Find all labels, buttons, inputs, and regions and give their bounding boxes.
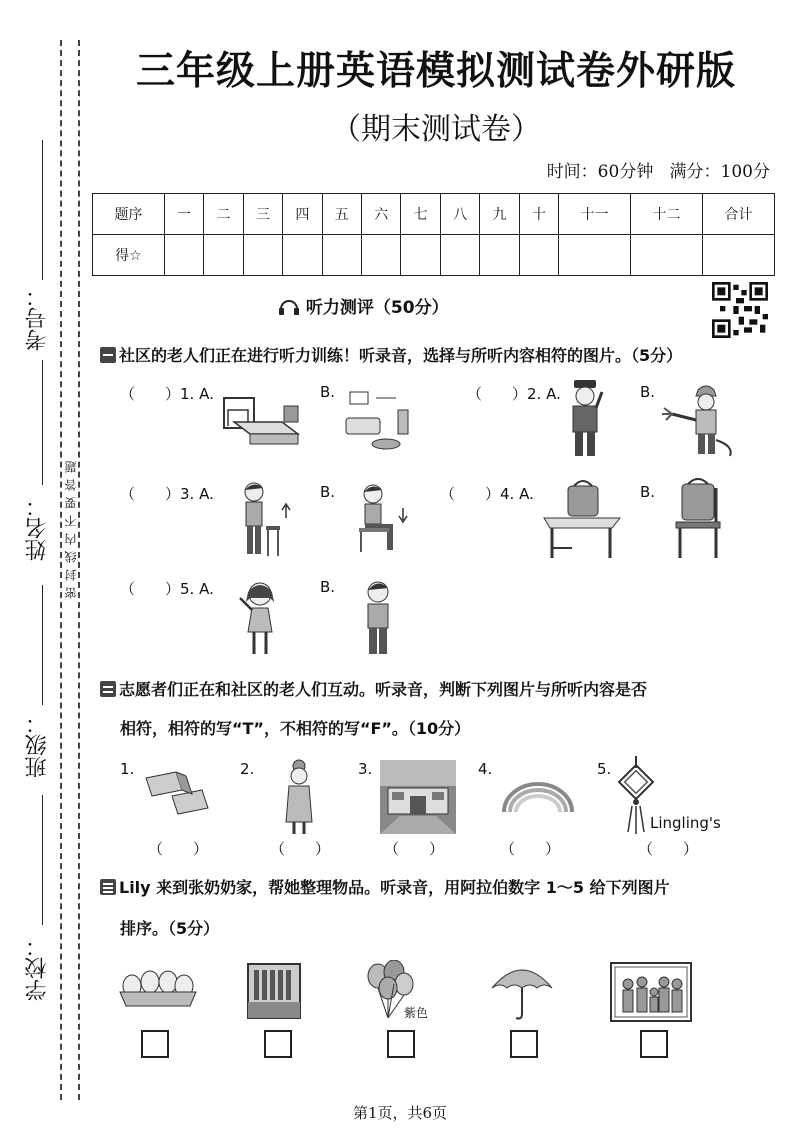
qr-code-icon[interactable] — [712, 282, 768, 338]
q2-item-4-number: 4. — [478, 760, 493, 778]
q3-item-4-answer-box[interactable] — [510, 1030, 538, 1058]
boy-stand-up-icon — [232, 480, 294, 558]
living-room-icon — [340, 388, 420, 452]
q3-title-line-2: 排序。（5分） — [120, 919, 220, 938]
q1-item-5-answer[interactable]: （ ）5. A. — [120, 580, 214, 598]
q2-item-3-answer[interactable]: （ ） — [384, 840, 445, 858]
q1-title-text: 社区的老人们正在进行听力训练！听录音，选择与所听内容相符的图片。（5分） — [119, 346, 683, 365]
school-line — [42, 795, 43, 925]
q1-number-badge — [100, 347, 116, 363]
listening-section-heading — [278, 293, 449, 318]
score-cell: 一 — [164, 194, 203, 235]
score-cell: 十一 — [559, 194, 631, 235]
q2-title-line-2: 相符，相符的写“T”，不相符的写“F”。（10分） — [120, 719, 471, 738]
class-line — [42, 585, 43, 705]
q2-item-5-caption: Lingling's — [650, 814, 721, 832]
q2-item-2-number: 2. — [240, 760, 255, 778]
score-table-header-row — [93, 194, 775, 235]
q1-item-3-answer[interactable]: （ ）3. A. — [120, 485, 214, 503]
q2-title-text-1: 志愿者们正在和社区的老人们互动。听录音，判断下列图片与所听内容是否 — [119, 680, 648, 699]
score-cell: 二 — [204, 194, 243, 235]
score-input-cell[interactable] — [243, 235, 282, 276]
q1-item-1-option-b: B. — [320, 383, 336, 401]
score-table-score-row — [93, 235, 775, 276]
seal-dashed-line-left — [60, 40, 62, 1100]
score-input-cell[interactable] — [283, 235, 322, 276]
grandmother-icon — [282, 758, 316, 836]
q1-item-2-answer[interactable]: （ ）2. A. — [467, 385, 561, 403]
q2-item-1-number: 1. — [120, 760, 135, 778]
score-cell: 八 — [440, 194, 479, 235]
q3-number-badge — [100, 879, 116, 895]
section-title: 听力测评（50分） — [305, 298, 449, 318]
score-row-label: 得☆ — [93, 235, 165, 276]
q1-item-3-option-b: B. — [320, 483, 336, 501]
q3-item-1-answer-box[interactable] — [141, 1030, 169, 1058]
q1-item-4-option-b: B. — [640, 483, 656, 501]
rainbow-icon — [500, 780, 576, 814]
score-cell: 十 — [519, 194, 558, 235]
score-cell: 题序 — [93, 194, 165, 235]
class-label: 班级： — [25, 712, 50, 778]
score-input-cell[interactable] — [519, 235, 558, 276]
page-footer: 第1页，共6页 — [352, 1104, 448, 1122]
q3-item-3-caption: 紫色 — [404, 1006, 429, 1020]
name-line — [42, 360, 43, 485]
girl-waving-icon — [234, 578, 284, 658]
q1-item-1-answer[interactable]: （ ）1. A. — [120, 385, 214, 403]
firefighter-icon — [660, 380, 740, 458]
score-input-cell[interactable] — [362, 235, 401, 276]
q2-item-5-number: 5. — [597, 760, 612, 778]
score-cell: 合计 — [702, 194, 774, 235]
time-limit: 时间：60分钟 — [546, 162, 654, 182]
q2-item-3-number: 3. — [358, 760, 373, 778]
q1-item-4-answer[interactable]: （ ）4. A. — [440, 485, 534, 503]
score-input-cell[interactable] — [631, 235, 703, 276]
score-cell: 四 — [283, 194, 322, 235]
q3-item-2-answer-box[interactable] — [264, 1030, 292, 1058]
score-input-cell[interactable] — [322, 235, 361, 276]
q1-item-2-option-b: B. — [640, 383, 656, 401]
school-label: 学校： — [25, 935, 50, 1001]
score-cell: 三 — [243, 194, 282, 235]
score-input-cell[interactable] — [164, 235, 203, 276]
score-input-cell[interactable] — [559, 235, 631, 276]
umbrella-icon — [490, 962, 554, 1022]
q1-item-5-option-b: B. — [320, 578, 336, 596]
boy-sit-down-icon — [355, 482, 417, 554]
exam-meta — [430, 157, 770, 182]
seal-line-text: 密封线内不要答题 — [64, 455, 78, 599]
score-cell: 十二 — [631, 194, 703, 235]
seal-dashed-line-right — [78, 40, 80, 1100]
score-input-cell[interactable] — [440, 235, 479, 276]
score-cell: 九 — [480, 194, 519, 235]
bedroom-icon — [222, 392, 304, 452]
score-input-cell[interactable] — [702, 235, 774, 276]
score-input-cell[interactable] — [480, 235, 519, 276]
family-photo-icon — [610, 962, 692, 1022]
erasers-icon — [142, 766, 218, 818]
exam-title: 三年级上册英语模拟测试卷外研版 — [135, 48, 736, 94]
crayons-icon — [246, 962, 302, 1020]
q2-item-4-answer[interactable]: （ ） — [500, 840, 561, 858]
bag-on-chair-icon — [670, 478, 728, 560]
exam-number-line — [42, 140, 43, 280]
school-icon — [380, 760, 456, 834]
q2-title-line-1 — [100, 677, 647, 700]
score-table — [92, 193, 775, 276]
name-label: 姓名： — [25, 495, 50, 561]
boy-standing-icon — [360, 578, 396, 658]
score-cell: 五 — [322, 194, 361, 235]
score-cell: 六 — [362, 194, 401, 235]
bag-on-desk-icon — [542, 478, 622, 560]
q1-title — [100, 343, 682, 366]
police-officer-icon — [562, 378, 608, 460]
exam-subtitle: （期末测试卷） — [331, 112, 541, 147]
eggs-icon — [118, 968, 198, 1008]
full-score: 满分：100分 — [669, 162, 770, 182]
q3-title-text-1: Lily 来到张奶奶家，帮她整理物品。听录音，用阿拉伯数字 1～5 给下列图片 — [119, 878, 670, 897]
q3-item-3-answer-box[interactable] — [387, 1030, 415, 1058]
score-input-cell[interactable] — [204, 235, 243, 276]
q2-item-2-answer[interactable]: （ ） — [270, 840, 331, 858]
q3-item-5-answer-box[interactable] — [640, 1030, 668, 1058]
score-cell: 七 — [401, 194, 440, 235]
exam-number-label: 考号： — [25, 285, 50, 351]
q2-item-5-answer[interactable]: （ ） — [638, 840, 699, 858]
q2-item-1-answer[interactable]: （ ） — [148, 840, 209, 858]
q3-title-line-1 — [100, 875, 670, 898]
score-input-cell[interactable] — [401, 235, 440, 276]
q2-number-badge — [100, 681, 116, 697]
headphones-icon — [278, 298, 300, 316]
